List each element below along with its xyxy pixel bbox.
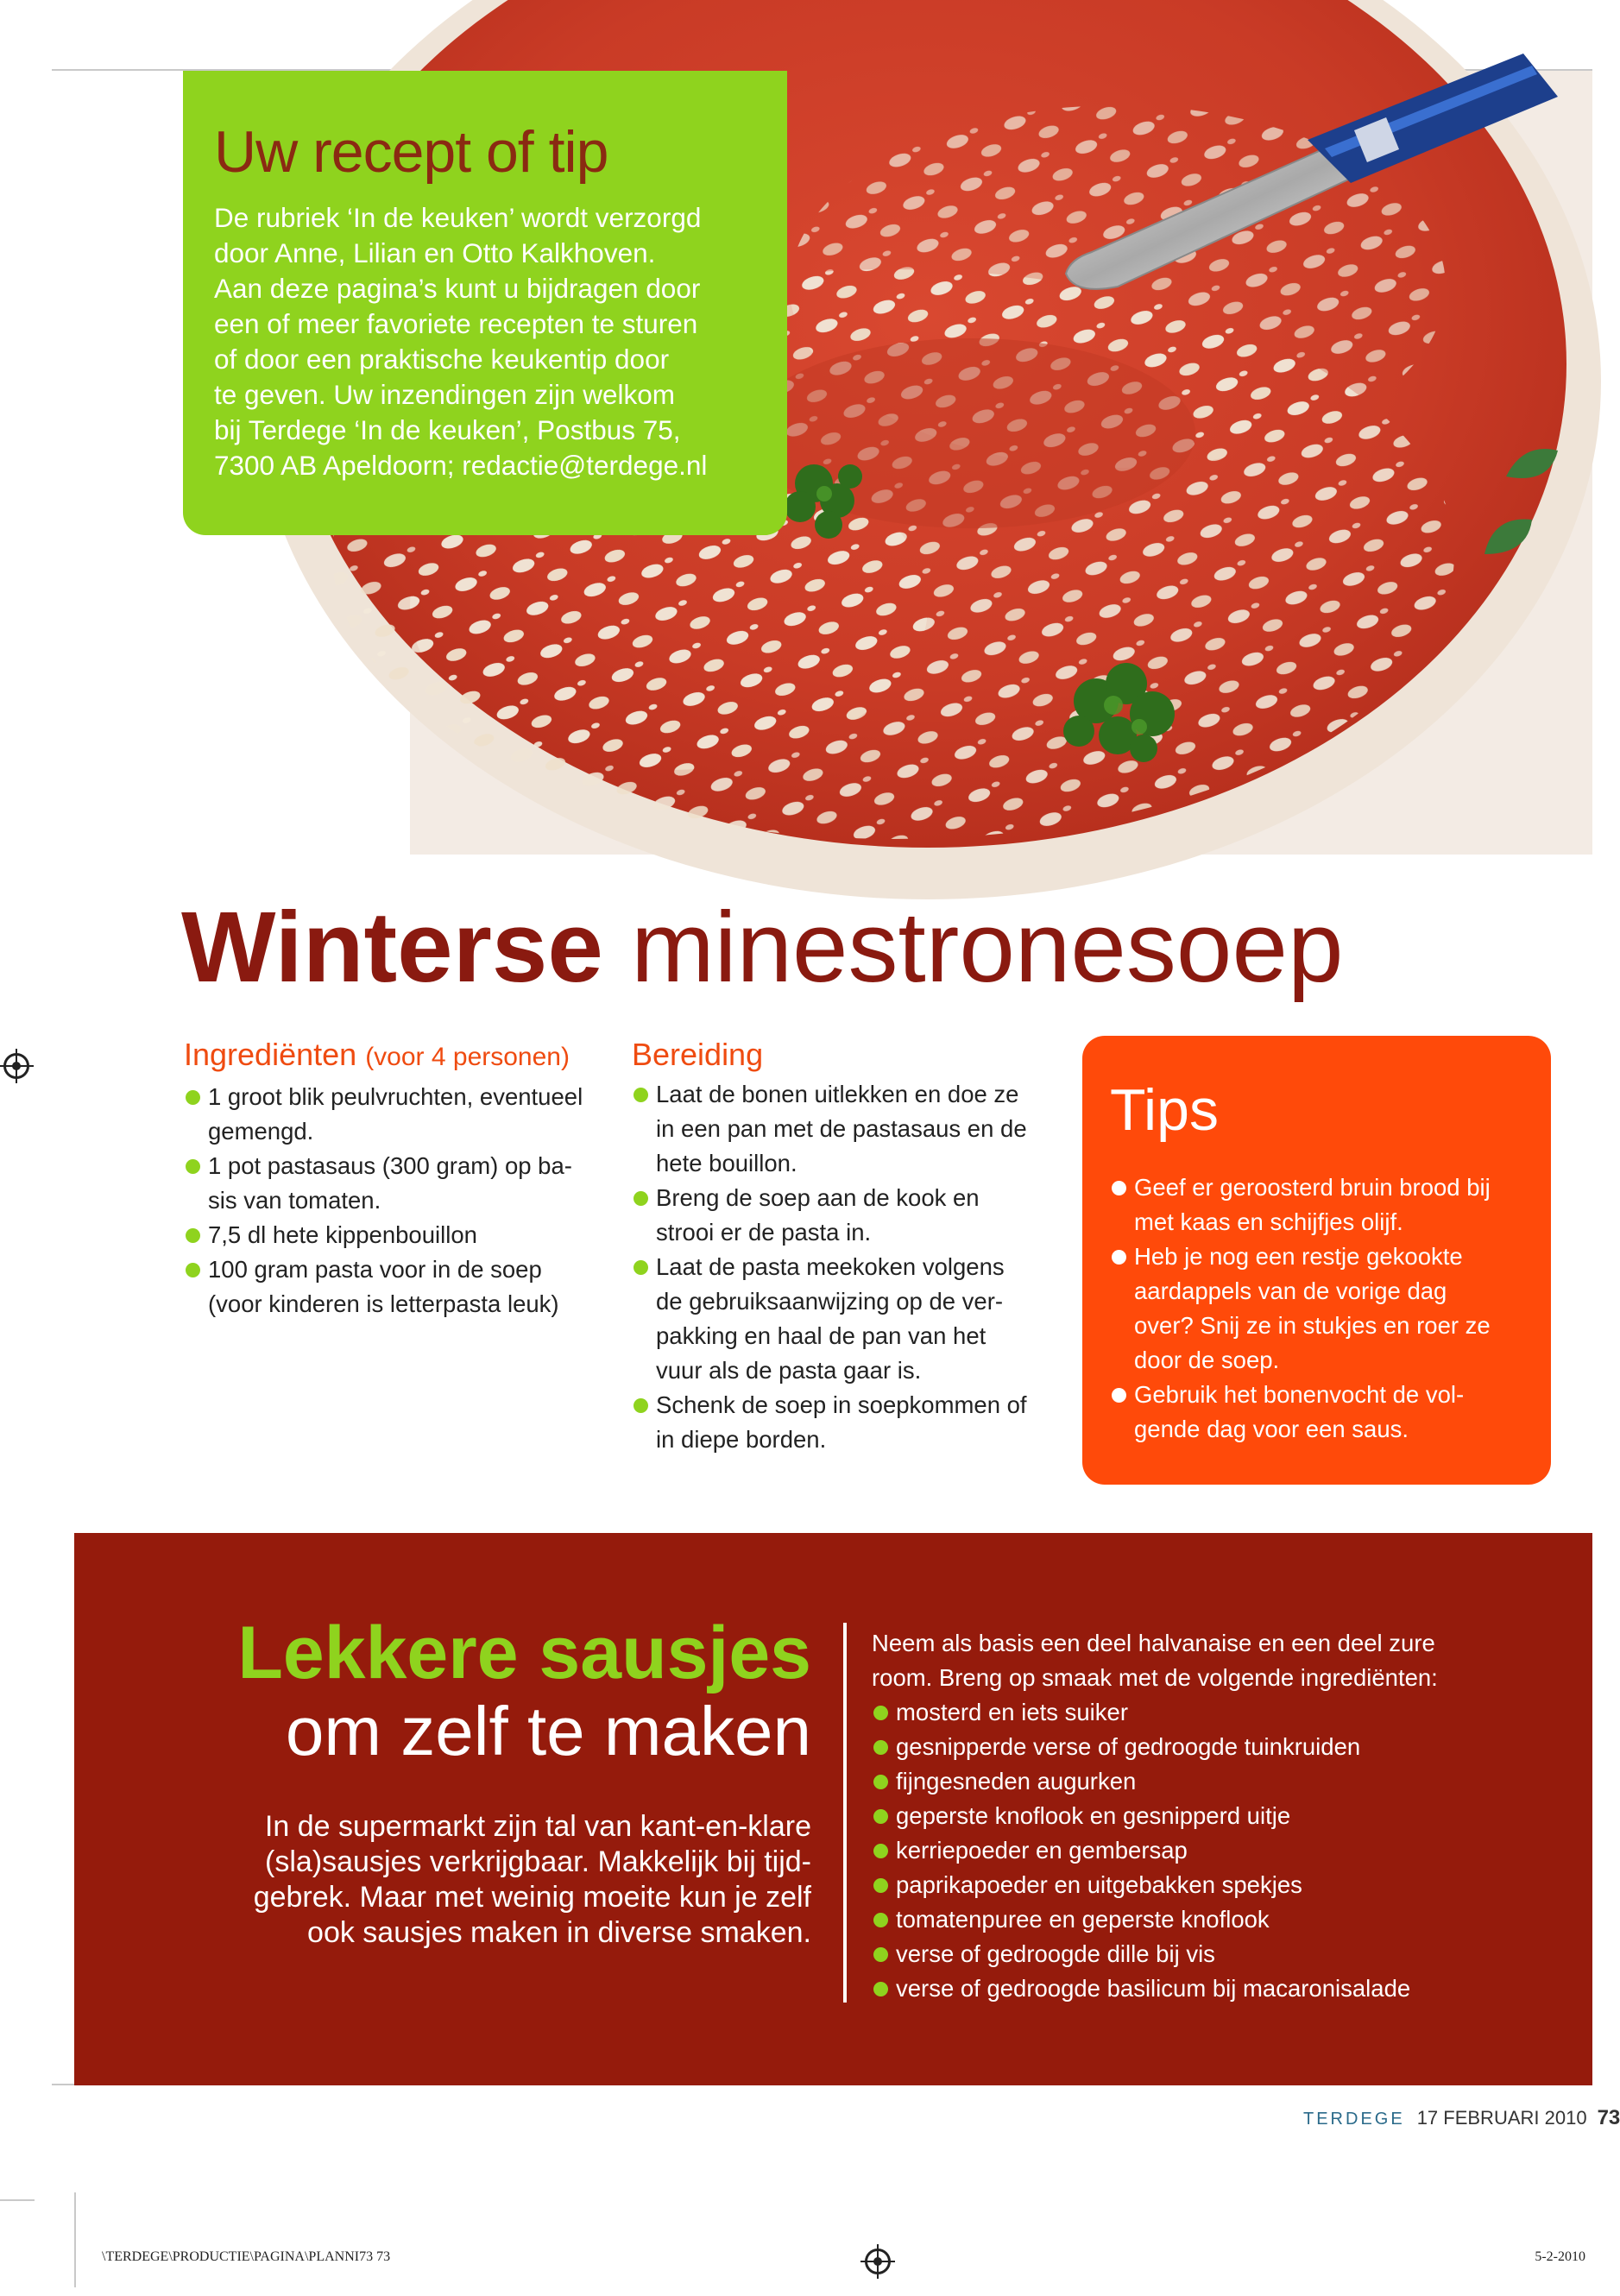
crop-line-left-mark [0, 2199, 35, 2201]
preparation-heading: Bereiding [632, 1037, 764, 1072]
list-item: mosterd en iets suiker [872, 1695, 1579, 1730]
list-item: 1 pot pastasaus (300 gram) op ba- sis van tomaten. [184, 1149, 624, 1218]
registration-mark-bottom [865, 2249, 891, 2274]
preparation-section [632, 1036, 1063, 1457]
list-item: Breng de soep aan de kook en strooi er de pasta in. [632, 1181, 1063, 1250]
list-item: geperste knoflook en gesnipperd uitje [872, 1799, 1579, 1833]
page-folio [1303, 2106, 1620, 2130]
ingredients-heading-text: Ingrediënten [184, 1037, 357, 1072]
ingredients-section [184, 1036, 624, 1321]
recipe-title-bold: Winterse [181, 891, 603, 1003]
submission-text: De rubriek ‘In de keuken’ wordt verzorgd door Anne, Lilian en Otto Kalkhoven. Aan deze pagina’s kunt u bijdragen door een of meer favoriete recepten te sturen of door een praktische keukentip door te geven. Uw inzendingen zijn welkom bij Terdege ‘In de keuken’, Postbus 75, 7300 AB Apeldoorn; redactie@terdege.nl [214, 202, 708, 481]
submission-info-box [183, 71, 787, 535]
list-item: fijngesneden augurken [872, 1764, 1579, 1799]
magazine-name: TERDEGE [1303, 2110, 1405, 2129]
sauces-list [872, 1695, 1579, 2006]
sauces-intro: In de supermarkt zijn tal van kant-en-klare (sla)sausjes verkrijgbaar. Makkelijk bij tijd- gebrek. Maar met weinig moeite kun je zelf ook sausjes maken in diverse smaken. [253, 1810, 811, 1949]
tips-box [1082, 1036, 1551, 1485]
list-item: paprikapoeder en uitgebakken spekjes [872, 1868, 1579, 1902]
list-item: kerriepoeder en gembersap [872, 1833, 1579, 1868]
list-item: Geef er geroosterd bruin brood bij met kaas en schijfjes olijf. [1110, 1170, 1532, 1239]
list-item: Heb je nog een restje gekookte aardappels van de vorige dag over? Snij ze in stukjes en roer ze door de soep. [1110, 1239, 1532, 1378]
sauces-divider [843, 1623, 847, 2003]
list-item: 100 gram pasta voor in de soep (voor kinderen is letterpasta leuk) [184, 1252, 624, 1321]
ingredients-heading [184, 1036, 624, 1076]
ingredients-list [184, 1080, 624, 1321]
list-item: Laat de bonen uitlekken en doe ze in een pan met de pastasaus en de hete bouillon. [632, 1077, 1063, 1181]
slug-path: \TERDEGE\PRODUCTIE\PAGINA\PLANNI73 73 [102, 2249, 391, 2264]
list-item: verse of gedroogde basilicum bij macaronisalade [872, 1971, 1579, 2006]
list-item: tomatenpuree en geperste knoflook [872, 1902, 1579, 1937]
preparation-list [632, 1077, 1063, 1457]
slug-date: 5-2-2010 [1535, 2249, 1585, 2264]
list-item: 1 groot blik peulvruchten, eventueel gemengd. [184, 1080, 624, 1149]
recipe-title [181, 891, 1343, 1003]
sauces-ingredients [872, 1626, 1579, 2006]
sauces-subtitle: om zelf te maken [285, 1693, 811, 1769]
list-item: 7,5 dl hete kippenbouillon [184, 1218, 624, 1252]
list-item: Laat de pasta meekoken volgens de gebruiksaanwijzing op de ver- pakking en haal de pan van het vuur als de pasta gaar is. [632, 1250, 1063, 1388]
list-item: Gebruik het bonenvocht de vol- gende dag voor een saus. [1110, 1378, 1532, 1447]
recipe-title-light: minestronesoep [631, 891, 1344, 1003]
list-item: gesnipperde verse of gedroogde tuinkruiden [872, 1730, 1579, 1764]
registration-mark-left [3, 1053, 29, 1079]
submission-title: Uw recept of tip [214, 119, 608, 185]
issue-date: 17 FEBRUARI 2010 [1416, 2107, 1587, 2129]
list-item: Schenk de soep in soepkommen of in diepe borden. [632, 1388, 1063, 1457]
tips-title: Tips [1110, 1077, 1219, 1143]
sauces-lead: Neem als basis een deel halvanaise en een deel zure room. Breng op smaak met de volgende ingrediënten: [872, 1630, 1438, 1691]
list-item: verse of gedroogde dille bij vis [872, 1937, 1579, 1971]
sauces-title: Lekkere sausjes [237, 1612, 811, 1694]
crop-line-slug [74, 2192, 76, 2287]
ingredients-servings: (voor 4 personen) [365, 1043, 570, 1071]
page-number: 73 [1597, 2106, 1620, 2129]
tips-list [1110, 1170, 1532, 1447]
sauces-section [74, 1533, 1592, 2085]
